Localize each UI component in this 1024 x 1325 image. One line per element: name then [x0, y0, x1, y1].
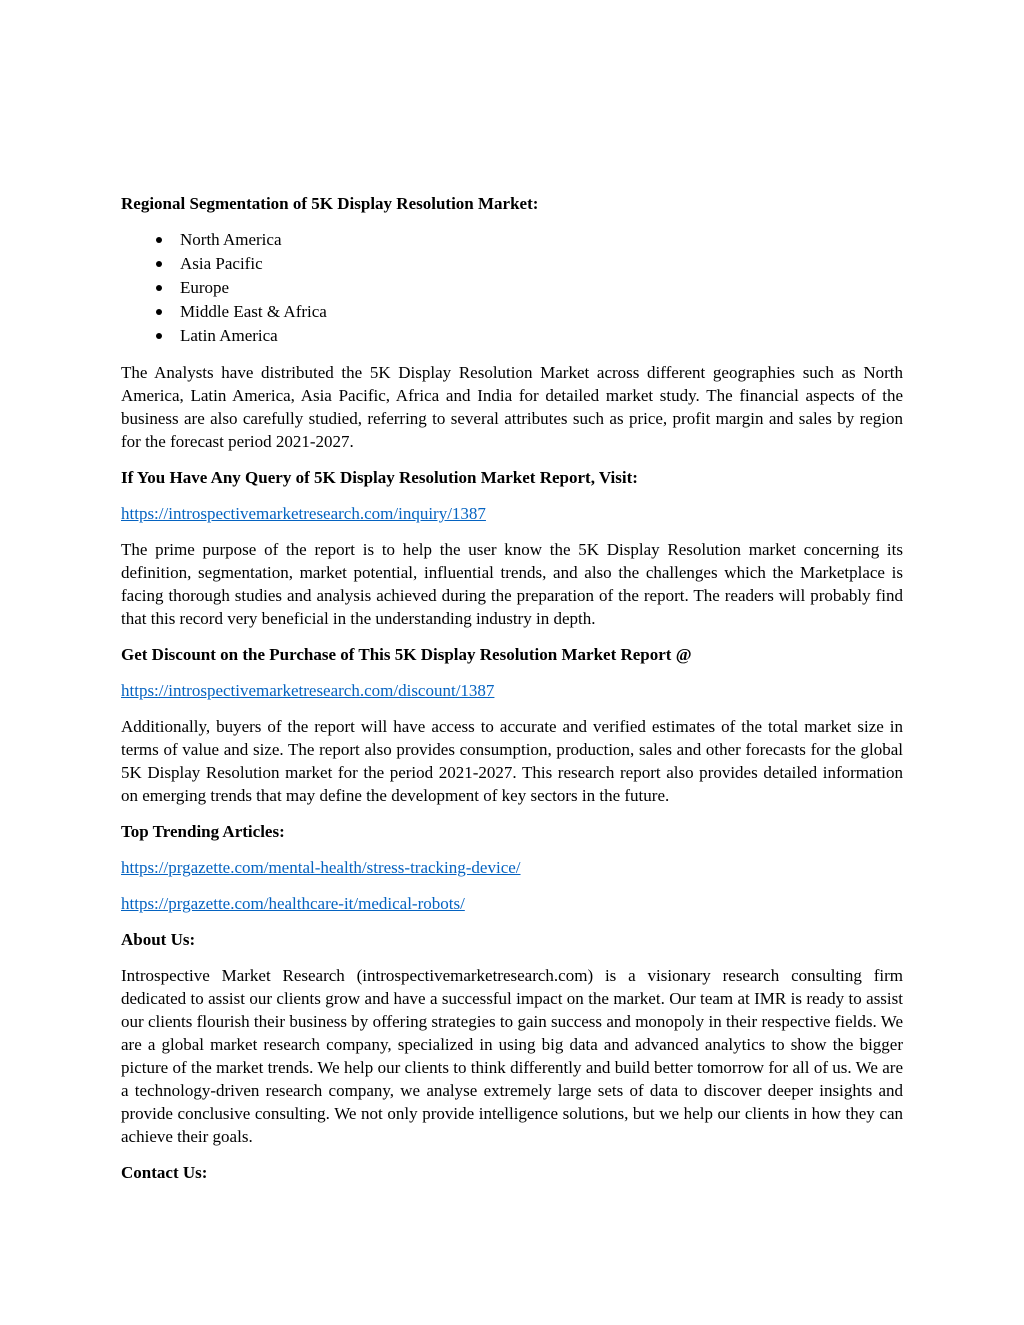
region-label: Middle East & Africa	[180, 302, 327, 321]
trending-link-line-1	[121, 856, 903, 879]
bullet-icon	[156, 261, 162, 267]
bullet-icon	[156, 309, 162, 315]
list-item	[121, 300, 903, 324]
list-item	[121, 276, 903, 300]
region-label: North America	[180, 230, 282, 249]
list-item	[121, 228, 903, 252]
region-label: Latin America	[180, 326, 278, 345]
additionally-paragraph: Additionally, buyers of the report will have access to accurate and verified estimates of the total market size in terms of value and size. The report also provides consumption, production, sales and other forecasts for the global 5K Display Resolution market for the period 2021-2027. This research report also provides detailed information on emerging trends that may define the development of key sectors in the future.	[121, 717, 903, 805]
query-heading: If You Have Any Query of 5K Display Resolution Market Report, Visit:	[121, 468, 638, 487]
prime-purpose-paragraph: The prime purpose of the report is to help the user know the 5K Display Resolution market concerning its definition, segmentation, market potential, influential trends, and also the challenges which the Marketplace is facing thorough studies and analysis achieved during the preparation of the report. The readers will probably find that this record very beneficial in the understanding industry in depth.	[121, 540, 903, 628]
region-label: Asia Pacific	[180, 254, 263, 273]
trending-link-stress-tracking[interactable]: https://prgazette.com/mental-health/stress-tracking-device/	[121, 858, 521, 877]
inquiry-link[interactable]: https://introspectivemarketresearch.com/inquiry/1387	[121, 504, 486, 523]
list-item	[121, 252, 903, 276]
top-trending-heading: Top Trending Articles:	[121, 822, 285, 841]
region-list	[121, 228, 903, 348]
bullet-icon	[156, 285, 162, 291]
trending-link-medical-robots[interactable]: https://prgazette.com/healthcare-it/medical-robots/	[121, 894, 465, 913]
query-link-line	[121, 502, 903, 525]
bullet-icon	[156, 333, 162, 339]
discount-heading: Get Discount on the Purchase of This 5K Display Resolution Market Report @	[121, 645, 692, 664]
discount-link-line	[121, 679, 903, 702]
contact-us-heading: Contact Us:	[121, 1163, 208, 1182]
region-label: Europe	[180, 278, 230, 297]
discount-link[interactable]: https://introspectivemarketresearch.com/discount/1387	[121, 681, 495, 700]
bullet-icon	[156, 237, 162, 243]
document-page	[121, 192, 903, 1197]
regional-segmentation-heading: Regional Segmentation of 5K Display Resolution Market:	[121, 194, 539, 213]
analysts-paragraph: The Analysts have distributed the 5K Display Resolution Market across different geographies such as North America, Latin America, Asia Pacific, Africa and India for detailed market study. The financial aspects of the business are also carefully studied, referring to several attributes such as price, profit margin and sales by region for the forecast period 2021-2027.	[121, 363, 903, 451]
about-us-heading: About Us:	[121, 930, 196, 949]
trending-link-line-2	[121, 892, 903, 915]
list-item	[121, 324, 903, 348]
about-us-paragraph: Introspective Market Research (introspectivemarketresearch.com) is a visionary research consulting firm dedicated to assist our clients grow and have a successful impact on the market. Our team at IMR is ready to assist our clients flourish their business by offering strategies to gain success and monopoly in their respective fields. We are a global market research company, specialized in using big data and advanced analytics to show the bigger picture of the market trends. We help our clients to think differently and build better tomorrow for all of us. We are a technology-driven research company, we analyse extremely large sets of data to discover deeper insights and provide conclusive consulting. We not only provide intelligence solutions, but we help our clients in how they can achieve their goals.	[121, 966, 903, 1146]
